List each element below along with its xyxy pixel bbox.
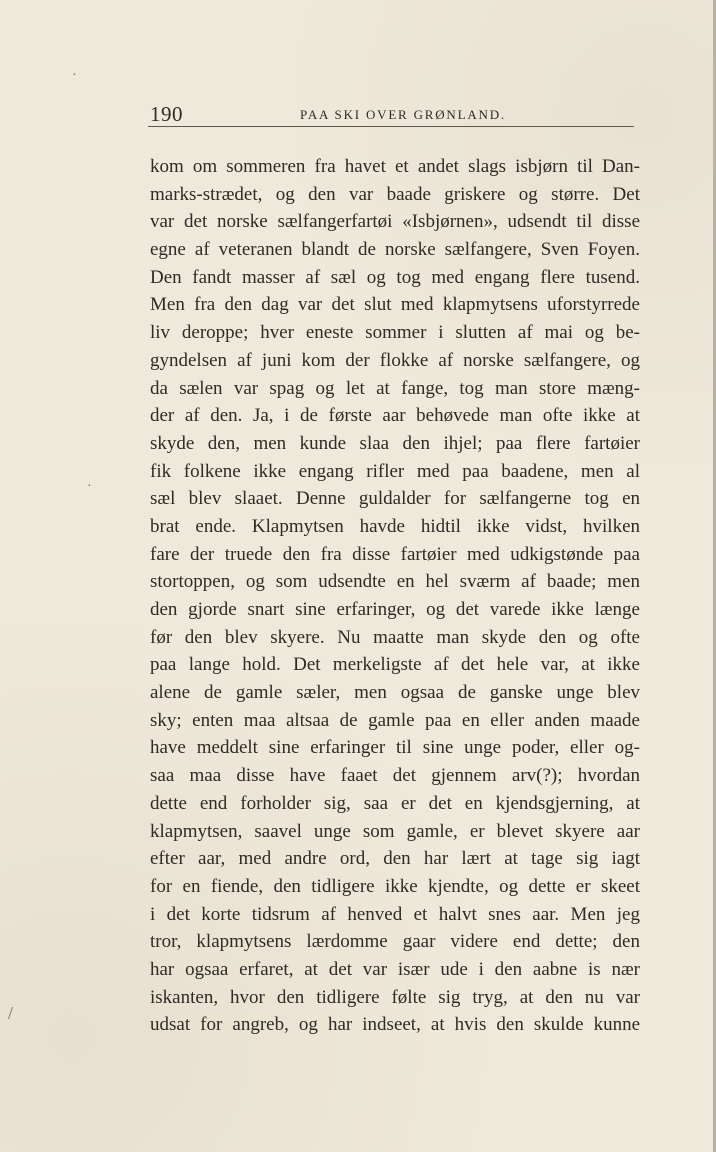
margin-mark: ·	[72, 68, 77, 83]
text-line: egne af veteranen blandt de norske sælfangere, Sven Foyen.	[150, 239, 640, 261]
text-line: klapmytsen, saavel unge som gamle, er blevet skyere aar	[150, 820, 640, 842]
page-header	[150, 103, 640, 127]
text-line: tror, klapmytsens lærdomme gaar videre end dette; den	[150, 931, 640, 953]
text-line: liv deroppe; hver eneste sommer i slutten af mai og be-	[150, 322, 640, 344]
page-number: 190	[150, 102, 183, 126]
text-line: udsat for angreb, og har indseet, at hvis den skulde kunne	[150, 1014, 640, 1036]
text-line: iskanten, hvor den tidligere følte sig tryg, at den nu var	[150, 986, 640, 1008]
text-line: dette end forholder sig, saa er det en kjendsgjerning, at	[150, 792, 640, 814]
margin-mark: ·	[87, 479, 92, 494]
running-title: PAA SKI OVER GRØNLAND.	[300, 107, 506, 122]
text-line: stortoppen, og som udsendte en hel sværm af baade; men	[150, 571, 640, 593]
text-line: brat ende. Klapmytsen havde hidtil ikke vidst, hvilken	[150, 515, 640, 537]
text-line: gyndelsen af juni kom der flokke af norske sælfangere, og	[150, 349, 640, 371]
text-line: fik folkene ikke engang rifler med paa baadene, men al	[150, 460, 640, 482]
text-line: efter aar, med andre ord, den har lært at tage sig iagt	[150, 848, 640, 870]
text-line: marks-strædet, og den var baade griskere og større. Det	[150, 183, 640, 205]
text-line: skyde den, men kunde slaa den ihjel; paa flere fartøier	[150, 432, 640, 454]
text-line: var det norske sælfangerfartøi «Isbjørnen», udsendt til disse	[150, 211, 640, 233]
text-line: kom om sommeren fra havet et andet slags isbjørn til Dan-	[150, 156, 640, 177]
header-rule	[148, 126, 634, 127]
text-line: før den blev skyere. Nu maatte man skyde den og ofte	[150, 626, 640, 648]
text-line: fare der truede den fra disse fartøier med udkigstønde paa	[150, 543, 640, 565]
text-line: i det korte tidsrum af henved et halvt snes aar. Men jeg	[150, 903, 640, 925]
text-line: der af den. Ja, i de første aar behøvede man ofte ikke at	[150, 405, 640, 427]
margin-slash-mark: /	[8, 1003, 14, 1023]
body-text	[150, 153, 640, 1039]
text-line: saa maa disse have faaet det gjennem arv(?); hvordan	[150, 765, 640, 787]
text-line: sæl blev slaaet. Denne guldalder for sælfangerne tog en	[150, 488, 640, 510]
text-line: Men fra den dag var det slut med klapmytsens uforstyrrede	[150, 294, 640, 316]
text-line: da sælen var spag og let at fange, tog man store mæng-	[150, 377, 640, 399]
text-line: den gjorde snart sine erfaringer, og det varede ikke længe	[150, 599, 640, 620]
text-line: for en fiende, den tidligere ikke kjendte, og dette er skeet	[150, 875, 640, 897]
text-line: har ogsaa erfaret, at det var især ude i den aabne is nær	[150, 958, 640, 980]
text-line: paa lange hold. Det merkeligste af det hele var, at ikke	[150, 654, 640, 676]
text-line: alene de gamle sæler, men ogsaa de ganske unge blev	[150, 682, 640, 704]
text-line: sky; enten maa altsaa de gamle paa en eller anden maade	[150, 709, 640, 731]
text-line: Den fandt masser af sæl og tog med engang flere tusend.	[150, 266, 640, 288]
text-line: have meddelt sine erfaringer til sine unge poder, eller og-	[150, 737, 640, 759]
